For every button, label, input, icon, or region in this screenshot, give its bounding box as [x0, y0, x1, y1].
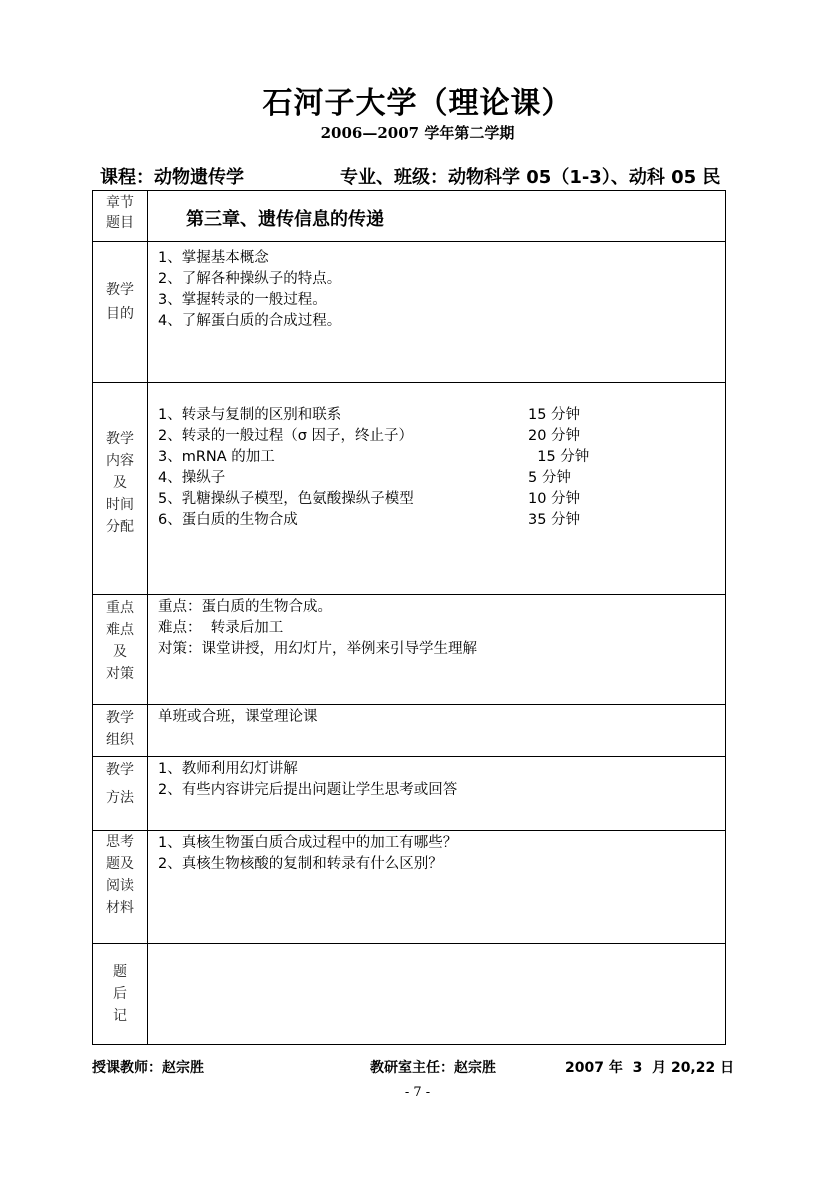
list-item: 4、了解蛋白质的合成过程。 [158, 313, 342, 329]
objectives-cell [148, 242, 726, 383]
teacher-label: 授课教师：赵宗胜 [92, 1060, 204, 1076]
chapter-cell [148, 191, 726, 242]
course-name: 动物遗传学 [154, 167, 244, 188]
major-line [340, 163, 720, 189]
major-label: 专业、班级： [340, 167, 448, 188]
list-item: 对策：课堂讲授，用幻灯片，举例来引导学生理解 [158, 641, 477, 657]
list-item: 3、掌握转录的一般过程。 [158, 292, 327, 308]
row-label: 题 后 记 [93, 944, 148, 1045]
major-value: 动物科学 05（1-3）、动科 05 民 [448, 167, 721, 188]
method-cell [148, 757, 726, 831]
table-row [93, 831, 726, 944]
page-title: 石河子大学（理论课） [262, 86, 573, 121]
course-label: 课程： [100, 167, 154, 188]
organization-cell: 单班或合班，课堂理论课 [148, 705, 726, 757]
table-row [93, 705, 726, 757]
table-row [93, 595, 726, 705]
row-label: 章节 题目 [93, 191, 148, 242]
row-label: 教学 方法 [93, 757, 148, 831]
row-label: 重点 难点 及 对策 [93, 595, 148, 705]
content-cell [148, 383, 726, 595]
table-row [93, 383, 726, 595]
row-label: 教学 内容 及 时间 分配 [93, 383, 148, 595]
list-item: 6、蛋白质的生物合成 35 分钟 [158, 512, 581, 528]
director-label: 教研室主任：赵宗胜 [370, 1060, 496, 1076]
table-row [93, 757, 726, 831]
list-item: 2、转录的一般过程（σ 因子，终止子） 20 分钟 [158, 428, 581, 444]
chapter-title: 第三章、遗传信息的传递 [186, 209, 384, 230]
table-row [93, 191, 726, 242]
questions-cell [148, 831, 726, 944]
list-item: 2、真核生物核酸的复制和转录有什么区别？ [158, 856, 443, 872]
list-item: 3、mRNA 的加工 15 分钟 [158, 449, 590, 465]
page-number: - 7 - [404, 1085, 431, 1100]
list-item: 2、了解各种操纵子的特点。 [158, 271, 342, 287]
list-item: 4、操纵子 5 分钟 [158, 470, 571, 486]
list-item: 1、真核生物蛋白质合成过程中的加工有哪些？ [158, 835, 458, 851]
list-item: 1、转录与复制的区别和联系 15 分钟 [158, 407, 581, 423]
course-line [100, 163, 244, 189]
keypoints-cell [148, 595, 726, 705]
list-item: 1、掌握基本概念 [158, 250, 269, 266]
date-label: 2007 年 3 月 20,22 日 [565, 1060, 735, 1076]
row-label: 思考 题及 阅读 材料 [93, 831, 148, 944]
table-row [93, 944, 726, 1045]
lesson-plan-table [92, 190, 726, 1045]
list-item: 重点：蛋白质的生物合成。 [158, 599, 332, 615]
list-item: 1、教师利用幻灯讲解 [158, 761, 298, 777]
table-row [93, 242, 726, 383]
term-subtitle: 2006—2007 学年第二学期 [320, 124, 515, 142]
row-label: 教学 目的 [93, 242, 148, 383]
notes-cell [148, 944, 726, 1045]
list-item: 难点： 转录后加工 [158, 620, 284, 636]
row-label: 教学 组织 [93, 705, 148, 757]
list-item: 2、有些内容讲完后提出问题让学生思考或回答 [158, 782, 458, 798]
list-item: 5、乳糖操纵子模型，色氨酸操纵子模型 10 分钟 [158, 491, 581, 507]
